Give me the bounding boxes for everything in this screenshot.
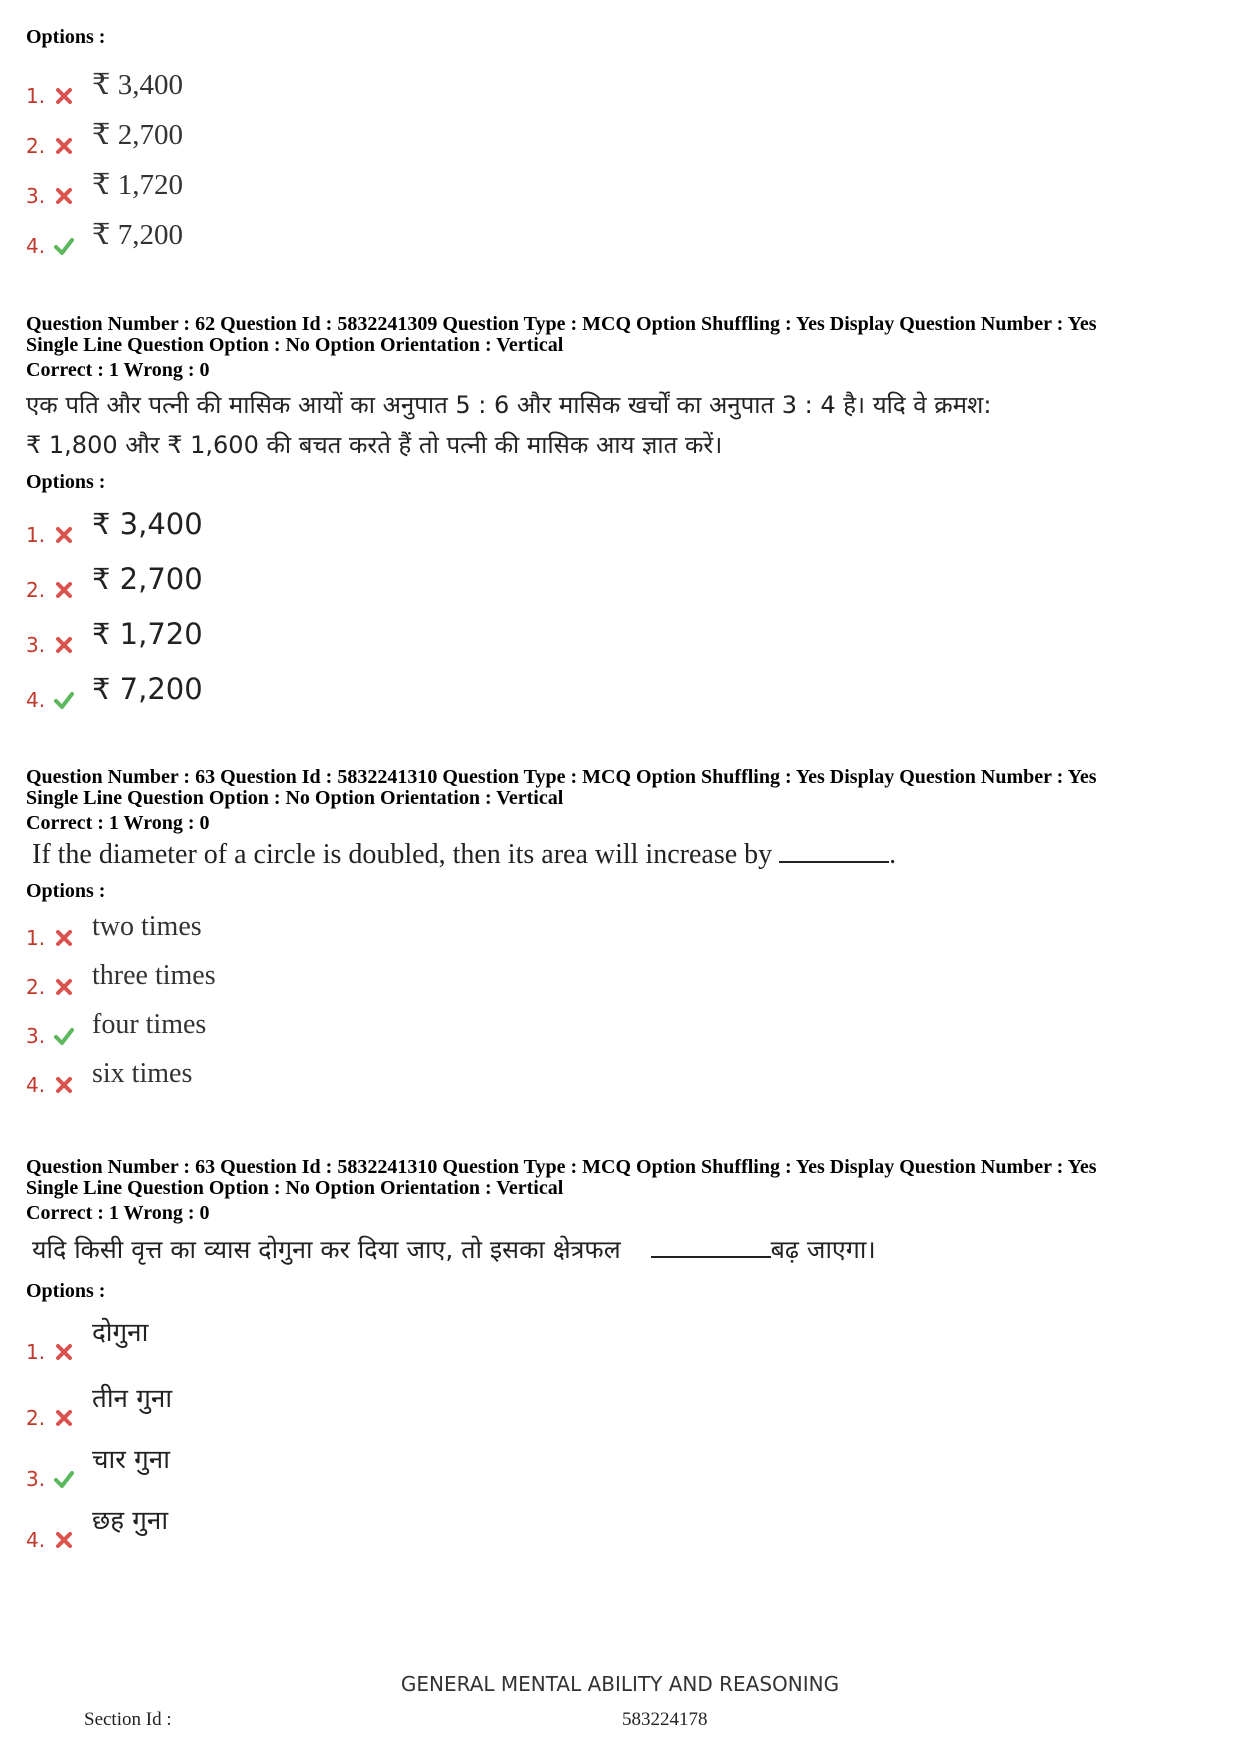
check-icon — [54, 1026, 74, 1046]
option-1 — [26, 507, 526, 547]
option-text: two times — [92, 911, 202, 942]
option-number: 2. — [26, 1406, 46, 1430]
option-number: 2. — [26, 578, 46, 602]
cross-icon — [54, 525, 74, 545]
question-meta: Question Number : 63 Question Id : 5832241310 Question Type : MCQ Option Shuffling : Yes Display Question Number : Yes — [26, 1156, 1097, 1178]
check-icon — [54, 1469, 74, 1489]
options-list — [26, 48, 1216, 258]
question-text-line: एक पति और पत्नी की मासिक आयों का अनुपात 5 : 6 और मासिक खर्चों का अनुपात 3 : 4 है। यदि वे क्रमश: — [26, 391, 992, 419]
option-text: ₹ 7,200 — [92, 219, 183, 251]
answer-blank — [779, 839, 889, 863]
option-text: three times — [92, 960, 216, 991]
question-text — [26, 838, 1216, 872]
section-id-value: 583224178 — [622, 1709, 708, 1730]
question-score: Correct : 1 Wrong : 0 — [26, 359, 210, 381]
cross-icon — [54, 1075, 74, 1095]
option-text: छह गुना — [92, 1506, 169, 1536]
option-number: 1. — [26, 84, 46, 108]
option-2 — [26, 959, 526, 999]
option-2 — [26, 1382, 526, 1430]
question-text-end: . — [889, 839, 897, 870]
option-text: ₹ 7,200 — [92, 672, 203, 706]
option-text: six times — [92, 1058, 193, 1089]
option-text: चार गुना — [92, 1445, 170, 1475]
cross-icon — [54, 86, 74, 106]
option-number: 3. — [26, 633, 46, 657]
option-4 — [26, 672, 526, 712]
question-63-hindi — [26, 1156, 1216, 1552]
option-number: 2. — [26, 134, 46, 158]
option-1 — [26, 910, 526, 950]
option-number: 1. — [26, 1340, 46, 1364]
option-3 — [26, 617, 526, 657]
option-text: तीन गुना — [92, 1384, 173, 1414]
cross-icon — [54, 580, 74, 600]
cross-icon — [54, 1530, 74, 1550]
option-text: ₹ 3,400 — [92, 69, 183, 101]
cross-icon — [54, 977, 74, 997]
option-4 — [26, 1057, 526, 1097]
option-number: 3. — [26, 184, 46, 208]
cross-icon — [54, 635, 74, 655]
section-id-label: Section Id : — [84, 1709, 172, 1730]
option-number: 4. — [26, 1528, 46, 1552]
option-number: 4. — [26, 234, 46, 258]
question-meta: Question Number : 63 Question Id : 5832241310 Question Type : MCQ Option Shuffling : Yes Display Question Number : Yes — [26, 766, 1097, 788]
options-label: Options : — [26, 471, 106, 493]
option-number: 1. — [26, 523, 46, 547]
question-63-english — [26, 767, 1216, 1102]
option-text: ₹ 3,400 — [92, 507, 203, 541]
option-2 — [26, 118, 526, 158]
cross-icon — [54, 1342, 74, 1362]
question-text — [26, 385, 1216, 465]
option-number: 4. — [26, 688, 46, 712]
check-icon — [54, 236, 74, 256]
check-icon — [54, 690, 74, 710]
question-text-end: बढ़ जाएगा। — [770, 1235, 876, 1264]
cross-icon — [54, 186, 74, 206]
option-number: 3. — [26, 1024, 46, 1048]
option-text: दोगुना — [92, 1318, 149, 1348]
option-number: 2. — [26, 975, 46, 999]
question-meta-options: Single Line Question Option : No Option Orientation : Vertical — [26, 334, 564, 356]
question-meta: Question Number : 62 Question Id : 5832241309 Question Type : MCQ Option Shuffling : Yes Display Question Number : Yes — [26, 313, 1097, 335]
question-score: Correct : 1 Wrong : 0 — [26, 812, 210, 834]
question-text — [26, 1230, 1216, 1270]
question-text-main: यदि किसी वृत्त का व्यास दोगुना कर दिया जाए, तो इसका क्षेत्रफल — [32, 1235, 621, 1264]
option-1 — [26, 1316, 526, 1364]
options-label: Options : — [26, 1280, 106, 1302]
option-text: ₹ 1,720 — [92, 169, 183, 201]
answer-blank — [651, 1234, 771, 1258]
question-score: Correct : 1 Wrong : 0 — [26, 1202, 210, 1224]
cross-icon — [54, 1408, 74, 1428]
option-number: 4. — [26, 1073, 46, 1097]
option-3 — [26, 1008, 526, 1048]
option-1 — [26, 68, 526, 108]
option-text: ₹ 2,700 — [92, 562, 203, 596]
option-2 — [26, 562, 526, 602]
option-number: 3. — [26, 1467, 46, 1491]
option-3 — [26, 1443, 526, 1491]
question-meta-options: Single Line Question Option : No Option Orientation : Vertical — [26, 787, 564, 809]
question-62 — [26, 314, 1216, 713]
options-label: Options : — [26, 26, 106, 48]
question-meta-options: Single Line Question Option : No Option Orientation : Vertical — [26, 1177, 564, 1199]
options-list — [26, 1302, 1216, 1552]
options-label: Options : — [26, 880, 106, 902]
cross-icon — [54, 928, 74, 948]
block-prev-options — [26, 26, 1216, 258]
options-list — [26, 493, 1216, 713]
cross-icon — [54, 136, 74, 156]
question-text-main: If the diameter of a circle is doubled, then its area will increase by — [32, 839, 773, 870]
option-4 — [26, 1504, 526, 1552]
section-title: GENERAL MENTAL ABILITY AND REASONING — [400, 1672, 840, 1696]
option-text: ₹ 1,720 — [92, 617, 203, 651]
option-number: 1. — [26, 926, 46, 950]
option-text: four times — [92, 1009, 207, 1040]
option-text: ₹ 2,700 — [92, 119, 183, 151]
question-text-line: ₹ 1,800 और ₹ 1,600 की बचत करते हैं तो पत्नी की मासिक आय ज्ञात करें। — [26, 431, 723, 459]
options-list — [26, 902, 1216, 1102]
option-3 — [26, 168, 526, 208]
option-4 — [26, 218, 526, 258]
